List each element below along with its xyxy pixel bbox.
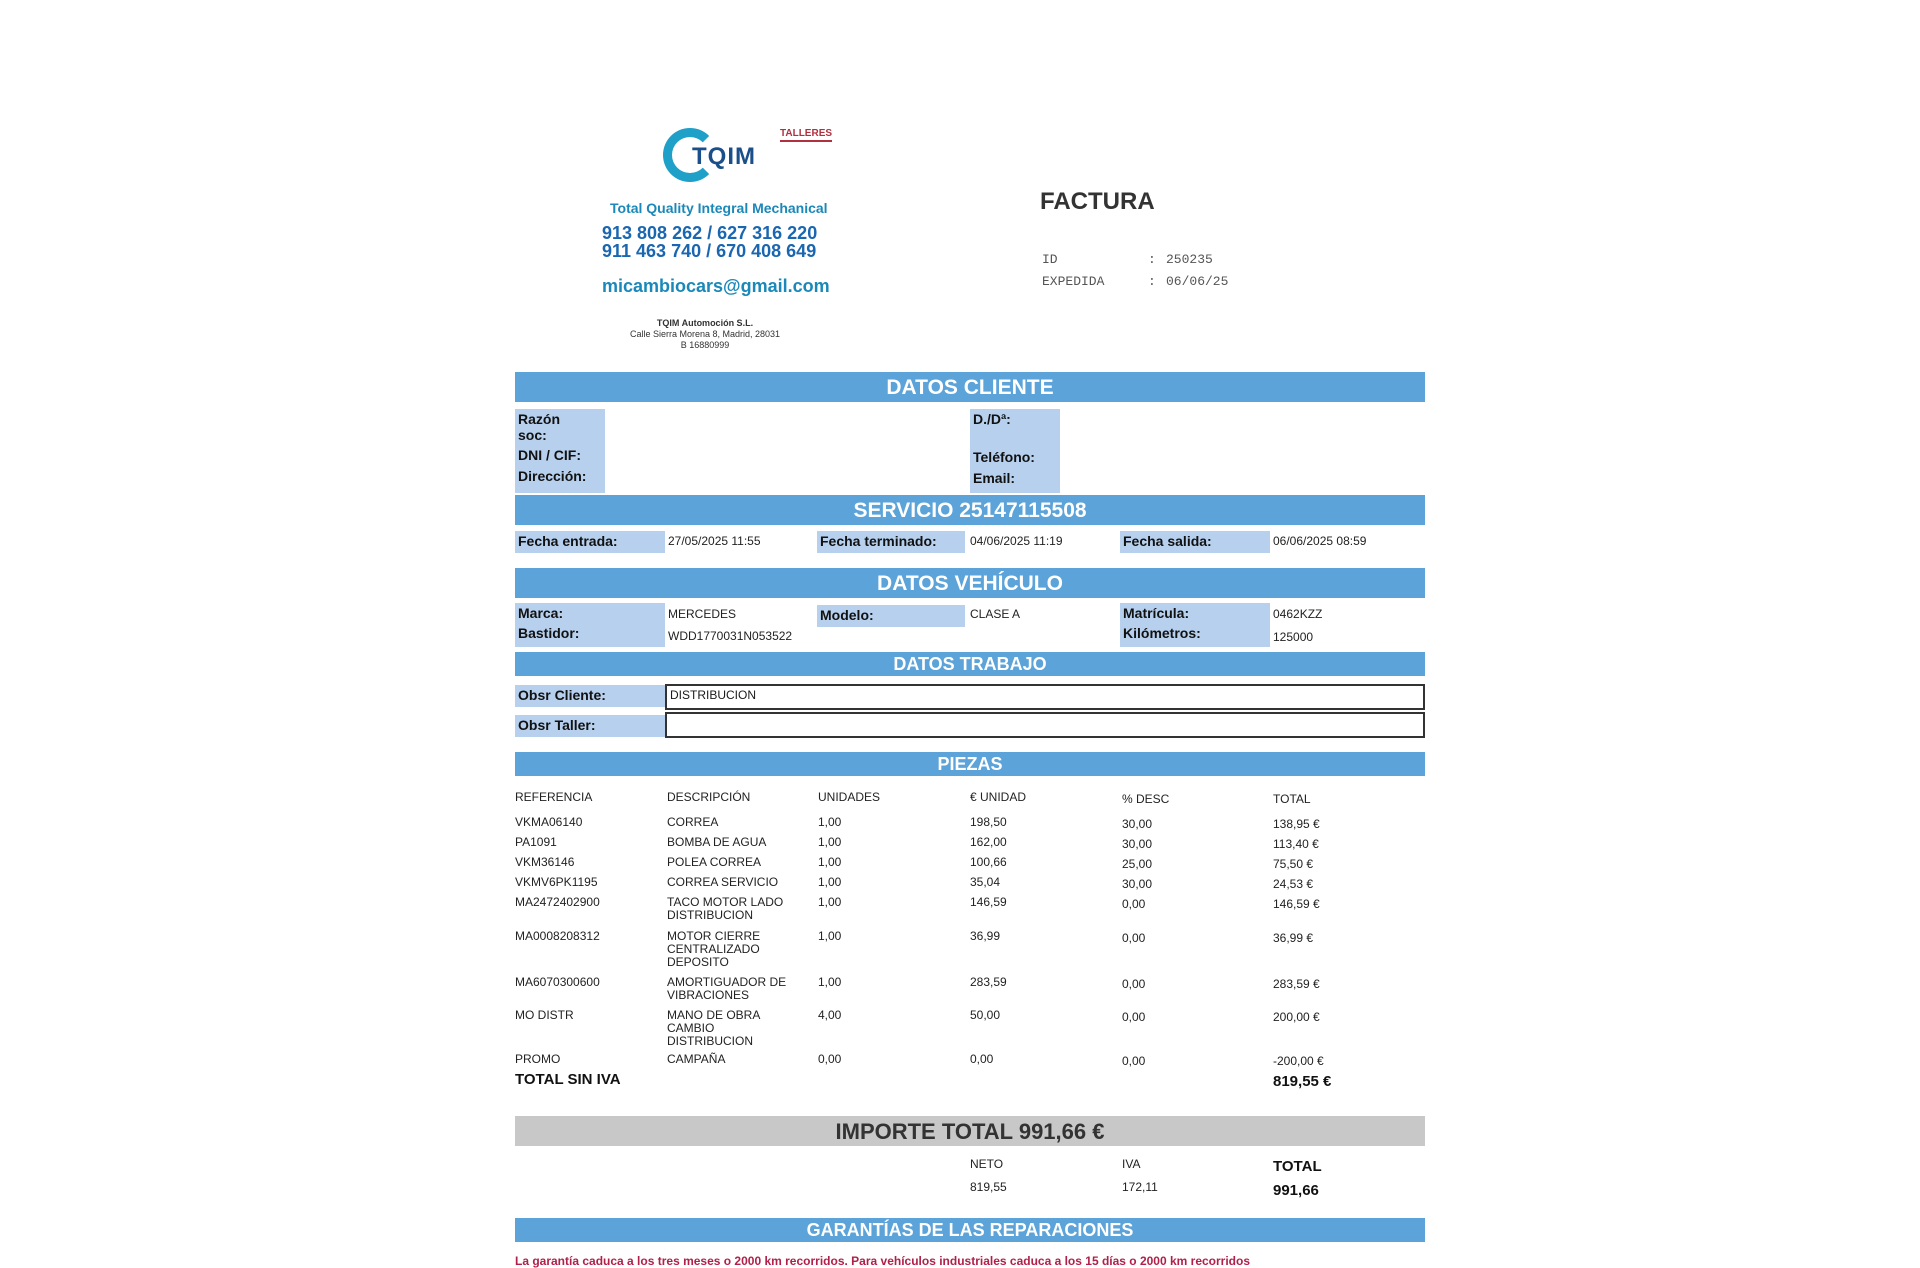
cell-descripcion: MOTOR CIERRE CENTRALIZADO DEPOSITO (667, 929, 761, 969)
cell-descuento: 25,00 (1122, 857, 1153, 871)
fecha-terminado-label: Fecha terminado: (817, 531, 965, 553)
cell-total: 113,40 € (1273, 837, 1319, 851)
cell-descuento: 0,00 (1122, 1054, 1146, 1068)
invoice-id-label: ID (1042, 252, 1058, 267)
col-header-referencia: REFERENCIA (515, 790, 593, 804)
company-name: TQIM Automoción S.L. (656, 318, 754, 328)
partner-logo: TALLERES (780, 128, 832, 142)
invoice-issued-value: 06/06/25 (1166, 274, 1229, 289)
col-header-unidades: UNIDADES (818, 790, 881, 804)
cell-referencia: PA1091 (515, 835, 557, 849)
km-value: 125000 (1273, 630, 1314, 644)
cell-referencia: VKMV6PK1195 (515, 875, 598, 889)
cell-referencia: VKMA06140 (515, 815, 583, 829)
cell-referencia: MA6070300600 (515, 975, 600, 989)
document-title: FACTURA (1040, 188, 1155, 215)
invoice-issued-label: EXPEDIDA (1042, 274, 1105, 289)
section-datos-cliente: DATOS CLIENTE (515, 372, 1425, 402)
cell-descuento: 0,00 (1122, 977, 1146, 991)
cell-total: 138,95 € (1273, 817, 1320, 831)
marca-label: Marca: (518, 605, 564, 621)
cell-total: 36,99 € (1273, 931, 1314, 945)
cell-precio: 50,00 (970, 1008, 1001, 1022)
cell-referencia: MA0008208312 (515, 929, 600, 943)
col-header-descuento: % DESC (1122, 792, 1170, 806)
section-garantias: GARANTÍAS DE LAS REPARACIONES (515, 1218, 1425, 1242)
company-tagline: Total Quality Integral Mechanical (610, 200, 828, 216)
col-header-descripcion: DESCRIPCIÓN (667, 790, 751, 804)
cell-unidades: 1,00 (818, 975, 842, 989)
company-id: B 16880999 (680, 340, 730, 350)
cell-precio: 100,66 (970, 855, 1007, 869)
obs-cliente-field: DISTRIBUCION (665, 684, 1425, 710)
fecha-salida-label: Fecha salida: (1120, 531, 1270, 553)
cell-precio: 0,00 (970, 1052, 994, 1066)
cell-referencia: MO DISTR (515, 1008, 574, 1022)
obs-taller-field (665, 712, 1425, 738)
invoice-page (460, 0, 1460, 1268)
razon-label: Razón soc: (518, 411, 560, 443)
grand-total-label: TOTAL (1273, 1158, 1322, 1175)
cell-descripcion: CORREA (667, 815, 719, 829)
cell-unidades: 0,00 (818, 1052, 842, 1066)
cell-descripcion: MANO DE OBRA CAMBIO DISTRIBUCION (667, 1008, 760, 1048)
grand-total-value: 991,66 (1273, 1182, 1319, 1199)
obs-cliente-label: Obsr Cliente: (515, 685, 665, 707)
invoice-id-value: 250235 (1166, 252, 1213, 267)
phones-line-1: 913 808 262 / 627 316 220 (602, 223, 818, 243)
cell-descripcion: CAMPAÑA (667, 1052, 726, 1066)
cell-unidades: 1,00 (818, 855, 842, 869)
cell-descripcion: CORREA SERVICIO (667, 875, 779, 889)
cell-descuento: 30,00 (1122, 817, 1153, 831)
cell-referencia: PROMO (515, 1052, 561, 1066)
cell-unidades: 1,00 (818, 895, 842, 909)
matricula-label: Matrícula: (1123, 605, 1190, 621)
cell-descuento: 0,00 (1122, 1010, 1146, 1024)
invoice-id-separator: : (1148, 252, 1156, 267)
cell-total: 24,53 € (1273, 877, 1314, 891)
fecha-terminado-value: 04/06/2025 11:19 (970, 534, 1063, 548)
cell-precio: 36,99 (970, 929, 1001, 943)
company-phones (602, 224, 817, 260)
cell-unidades: 1,00 (818, 815, 842, 829)
telefono-label: Teléfono: (973, 449, 1035, 465)
km-label: Kilómetros: (1123, 625, 1201, 641)
section-datos-trabajo: DATOS TRABAJO (515, 652, 1425, 676)
company-address: Calle Sierra Morena 8, Madrid, 28031 (629, 329, 781, 339)
section-importe-total: IMPORTE TOTAL 991,66 € (515, 1116, 1425, 1146)
iva-label: IVA (1122, 1157, 1141, 1171)
cell-total: 146,59 € (1273, 897, 1320, 911)
col-header-precio: € UNIDAD (970, 790, 1027, 804)
section-piezas: PIEZAS (515, 752, 1425, 776)
client-right-labels (970, 409, 1060, 493)
cell-descuento: 0,00 (1122, 897, 1146, 911)
cell-descripcion: BOMBA DE AGUA (667, 835, 767, 849)
obs-taller-label: Obsr Taller: (515, 715, 665, 737)
modelo-label: Modelo: (817, 605, 965, 627)
cell-descripcion: AMORTIGUADOR DE VIBRACIONES (667, 975, 787, 1002)
cell-total: 200,00 € (1273, 1010, 1320, 1024)
client-email-label: Email: (973, 470, 1016, 486)
cell-unidades: 1,00 (818, 875, 842, 889)
company-info (610, 318, 800, 351)
cell-descripcion: TACO MOTOR LADO DISTRIBUCION (667, 895, 784, 922)
direccion-label: Dirección: (518, 468, 587, 484)
col-header-total: TOTAL (1273, 792, 1311, 806)
iva-value: 172,11 (1122, 1180, 1158, 1194)
matricula-value: 0462KZZ (1273, 607, 1323, 621)
cell-total: 283,59 € (1273, 977, 1320, 991)
marca-value: MERCEDES (668, 607, 737, 621)
cell-total: -200,00 € (1273, 1054, 1324, 1068)
cell-descuento: 30,00 (1122, 877, 1153, 891)
dni-label: DNI / CIF: (518, 447, 581, 463)
dd-label: D./Dª: (973, 411, 1011, 427)
cell-referencia: VKM36146 (515, 855, 575, 869)
cell-precio: 162,00 (970, 835, 1007, 849)
cell-precio: 35,04 (970, 875, 1001, 889)
cell-descripcion: POLEA CORREA (667, 855, 762, 869)
section-datos-vehiculo: DATOS VEHÍCULO (515, 568, 1425, 598)
cell-descuento: 0,00 (1122, 931, 1146, 945)
logo-text: TQIM (692, 143, 756, 170)
cell-precio: 283,59 (970, 975, 1007, 989)
cell-unidades: 1,00 (818, 835, 842, 849)
client-left-labels (515, 409, 605, 493)
fecha-entrada-label: Fecha entrada: (515, 531, 665, 553)
neto-value: 819,55 (970, 1180, 1007, 1194)
total-sin-iva-value: 819,55 € (1273, 1073, 1332, 1090)
cell-precio: 198,50 (970, 815, 1007, 829)
bastidor-label: Bastidor: (518, 625, 580, 641)
cell-total: 75,50 € (1273, 857, 1314, 871)
invoice-issued-separator: : (1148, 274, 1156, 289)
warranty-text: La garantía caduca a los tres meses o 2000 km recorridos. Para vehículos industriales caduca a los 15 días o 2000 km recorridos (515, 1254, 1251, 1268)
cell-unidades: 1,00 (818, 929, 842, 943)
cell-precio: 146,59 (970, 895, 1007, 909)
phones-line-2: 911 463 740 / 670 408 649 (602, 241, 817, 261)
section-servicio: SERVICIO 25147115508 (515, 495, 1425, 525)
vehicle-right-labels (1120, 603, 1270, 647)
total-sin-iva-label: TOTAL SIN IVA (515, 1071, 621, 1088)
fecha-salida-value: 06/06/2025 08:59 (1273, 534, 1367, 548)
vehicle-left-labels (515, 603, 665, 647)
cell-unidades: 4,00 (818, 1008, 842, 1022)
bastidor-value: WDD1770031N053522 (668, 629, 793, 643)
fecha-entrada-value: 27/05/2025 11:55 (668, 534, 761, 548)
modelo-value: CLASE A (970, 607, 1021, 621)
cell-descuento: 30,00 (1122, 837, 1153, 851)
neto-label: NETO (970, 1157, 1004, 1171)
company-email: micambiocars@gmail.com (602, 276, 830, 296)
cell-referencia: MA2472402900 (515, 895, 600, 909)
